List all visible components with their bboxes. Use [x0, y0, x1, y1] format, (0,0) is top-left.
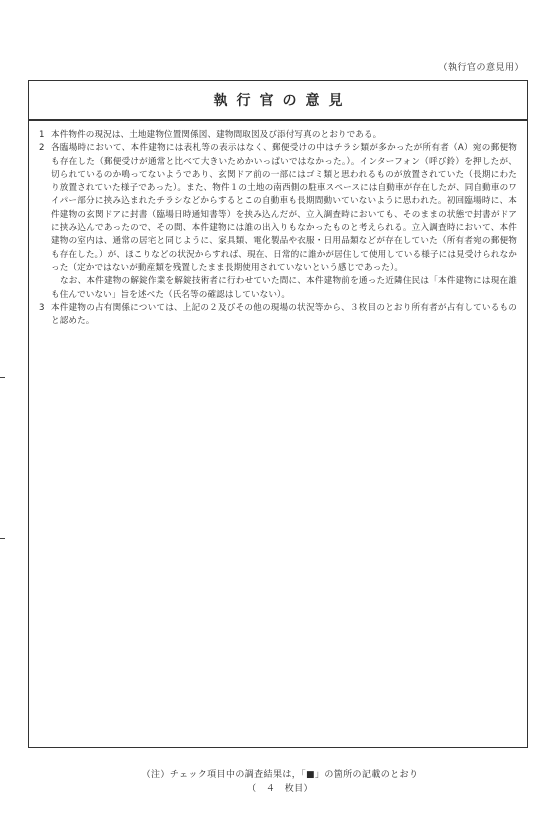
opinion-item-1	[39, 129, 517, 142]
item-text: 各臨場時において、本件建物には表札等の表示はなく、郵便受けの中はチラシ類が多かったが所有者（A）宛の郵便物も存在した（郵便受けが通常と比べて大きいためかいっぱいではなかった。）。インターフォン（呼び鈴）を押したが、切られているのか鳴ってないようであり、玄関ドア前の一部にはゴミ類と思われるものが放置されていた（長期にわたり放置されていた様子であった）。また、物件１の土地の南西側の駐車スペースには自動車が存在したが、同自動車のワイパー部分に挟み込まれたチラシなどからするとこの自動車も長期間動いていないように思われた。初回臨場時に、本件建物の玄関ドアに封書（臨場日時通知書等）を挟み込んだが、立入調査時においても、そのままの状態で封書がドアに挟み込んであったので、その間、本件建物には誰の出入りもなかったものと考えられる。立入調査時において、本件建物の室内は、通常の居宅と同じように、家具類、電化製品や衣服・日用品類などが存在していた（所有者宛の郵便物も存在した。）が、ほこりなどの状況からすれば、現在、日常的に誰かが居住して使用している様子には見受けられなかった（定かではないが動産類を残置したまま長期使用されていないという感じであった）。	[51, 143, 517, 273]
item-number: 1	[39, 130, 45, 140]
opinion-item-2-continuation: なお、本件建物の解錠作業を解錠技術者に行わせていた間に、本件建物前を通った近隣住民は「本件建物には現在誰も住んでいない」旨を述べた（氏名等の確認はしていない）。	[51, 276, 517, 300]
opinion-item-3	[39, 302, 517, 329]
item-text: 本件建物の占有関係については、上記の２及びその他の現場の状況等から、３枚目のとおり所有者が占有しているものと認めた。	[51, 302, 517, 327]
page-number: （ ４ 枚目）	[247, 784, 313, 794]
item-number: 2	[39, 143, 45, 154]
frame-title: 執行官の意見	[213, 93, 352, 109]
scan-edge-mark	[0, 377, 5, 378]
item-number: 3	[39, 302, 45, 313]
item-text: 本件物件の現況は、土地建物位置関係図、建物間取図及び添付写真のとおりである。	[51, 130, 382, 140]
form-label: （執行官の意見用）	[438, 63, 524, 73]
scan-edge-mark	[0, 538, 5, 539]
footer-note: （注）チェック項目中の調査結果は，「■」の箇所の記載のとおり	[141, 770, 419, 780]
opinion-body	[29, 121, 527, 328]
frame-header	[29, 81, 527, 121]
page-footer	[0, 768, 560, 796]
opinion-item-2	[39, 142, 517, 275]
opinion-frame	[28, 80, 528, 748]
